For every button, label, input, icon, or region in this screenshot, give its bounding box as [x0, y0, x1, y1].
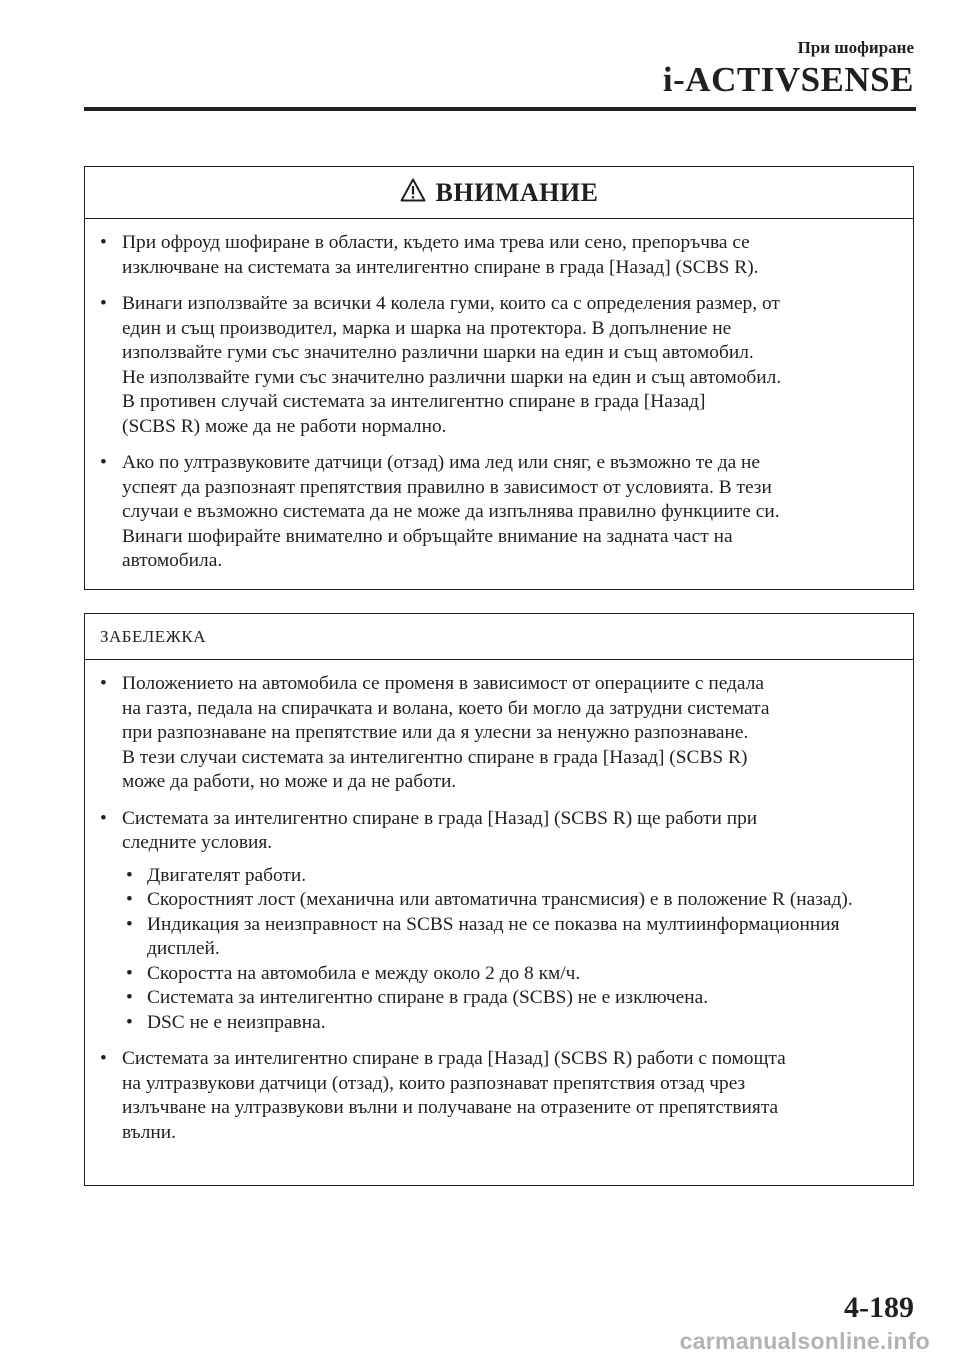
header-section: При шофиране	[797, 38, 914, 57]
bullet-icon: •	[100, 293, 107, 314]
bullet-icon: •	[126, 987, 133, 1008]
bullet-icon: •	[126, 1011, 133, 1033]
bullet-icon: •	[126, 962, 133, 984]
condition-item: • Двигателят работи.	[122, 864, 899, 889]
condition-item: • Скоростта на автомобила е между около 2 до 8 км/ч.	[122, 962, 899, 987]
warning-title: ВНИМАНИЕ	[435, 177, 599, 207]
bullet-icon: •	[100, 1048, 107, 1069]
condition-item: • Скоростният лост (механична или автоматична трансмисия) е в положение R (назад).	[122, 888, 899, 913]
warning-triangle-icon	[400, 178, 426, 207]
note-body	[85, 660, 913, 1145]
conditions-list	[100, 864, 899, 1036]
warning-header	[85, 167, 913, 219]
condition-item: • DSC не е неизправна.	[122, 1011, 899, 1036]
page-title: i-ACTIVSENSE	[662, 60, 914, 99]
condition-item: • Индикация за неизправност на SCBS назад не се показва на мултиинформационния дисплей.	[126, 913, 840, 959]
bullet-icon: •	[100, 452, 107, 473]
note-item: • Положението на автомобила се променя в зависимост от операциите с педала на газта, педала на спирачката и волана, което би могло да затрудни системата при разпознаване на препятствие или да я улесни за ненужно разпознаване. В тези случаи системата за интелигентно спиране в града [Назад] (SCBS R) може да работи, но може и да не работи.	[100, 673, 770, 792]
watermark: carmanualsonline.info	[679, 1328, 930, 1354]
note-item: • Системата за интелигентно спиране в града [Назад] (SCBS R) работи с помощта на ултразвукови датчици (отзад), които разпознават препятствия отзад чрез излъчване на ултразвукови вълни и получаване на отразените от препятствията вълни.	[100, 1048, 786, 1143]
bullet-icon: •	[126, 889, 133, 910]
condition-item: • Системата за интелигентно спиране в града (SCBS) не е изключена.	[122, 986, 899, 1011]
note-item: • Системата за интелигентно спиране в града [Назад] (SCBS R) ще работи при следните условия.	[100, 807, 758, 853]
bullet-icon: •	[126, 864, 133, 886]
note-title: ЗАБЕЛЕЖКА	[100, 626, 206, 646]
warning-box	[84, 166, 914, 590]
warning-item: • При офроуд шофиране в области, където има трева или сено, препоръчва се изключване на системата за интелигентно спиране в града [Назад] (SCBS R).	[100, 232, 759, 278]
warning-item: • Винаги използвайте за всички 4 колела гуми, които са с определения размер, от един и същ производител, марка и шарка на протектора. В допълнение не използвайте гуми със значително различни шарки на един и същ автомобил. Не използвайте гуми със значително различни шарки на един и същ автомобил. В противен случай системата за интелигентно спиране в града [Назад] (SCBS R) може да не работи нормално.	[100, 293, 782, 437]
bullet-icon: •	[126, 913, 133, 935]
header-rule	[84, 107, 916, 111]
warning-body	[85, 219, 913, 574]
note-box	[84, 613, 914, 1186]
warning-item: • Ако по ултразвуковите датчици (отзад) има лед или сняг, е възможно те да не успеят да разпознаят препятствия правилно в зависимост от условията. В тези случаи е възможно системата да не може да изпълнява правилно функциите си. Винаги шофирайте внимателно и обръщайте внимание на задната част на автомобила.	[100, 452, 780, 571]
page-number: 4-189	[844, 1291, 914, 1324]
bullet-icon: •	[100, 232, 107, 253]
bullet-icon: •	[100, 673, 107, 694]
note-header	[85, 614, 913, 660]
bullet-icon: •	[100, 807, 107, 829]
